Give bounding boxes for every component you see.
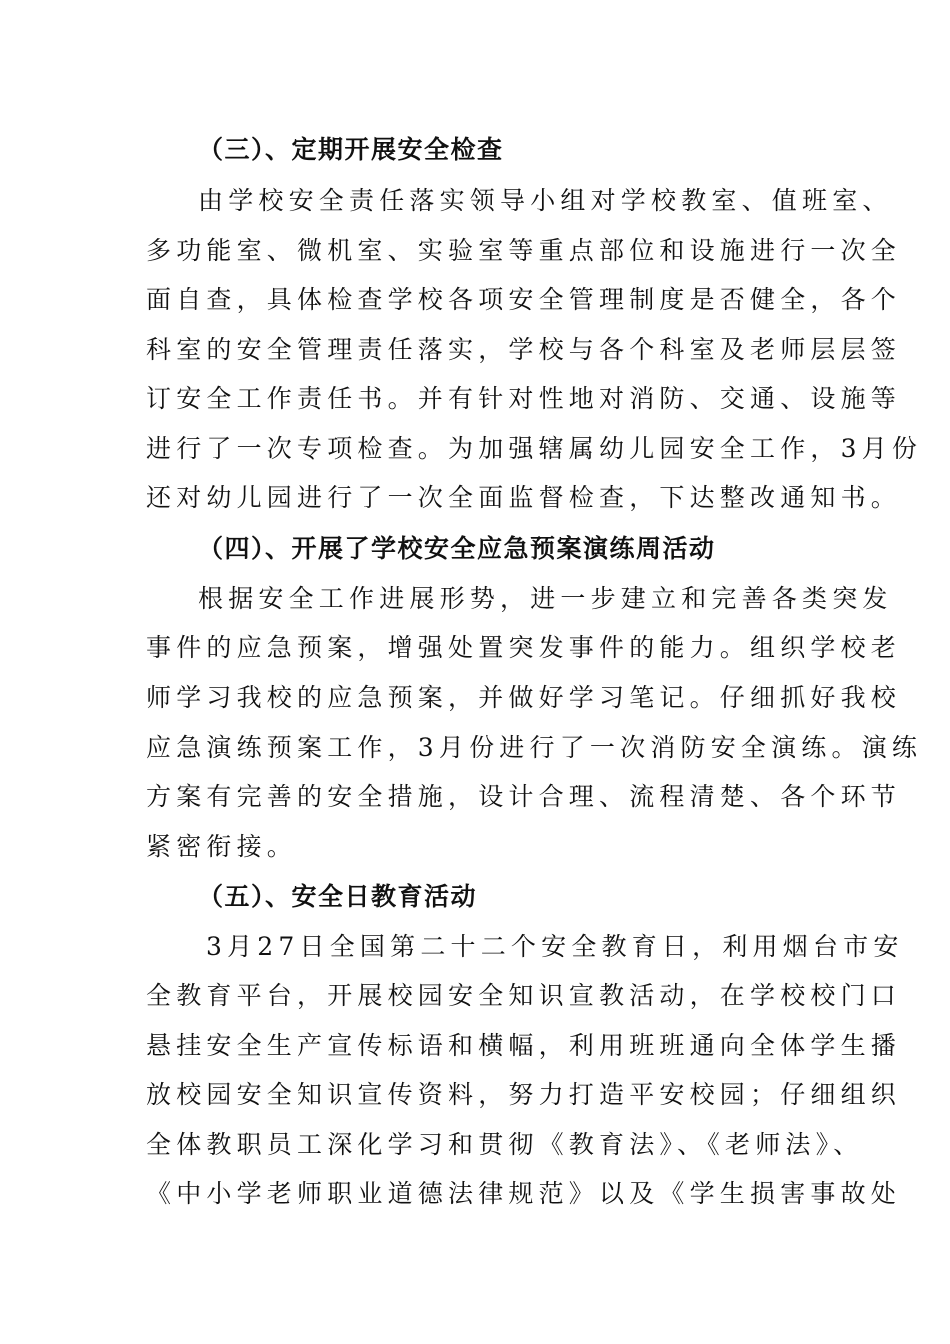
paragraph-line: 还对幼儿园进行了一次全面监督检查，下达整改通知书。 — [146, 483, 902, 512]
paragraph-line: 由学校安全责任落实领导小组对学校教室、值班室、 — [198, 186, 893, 215]
paragraph-line: 师学习我校的应急预案，并做好学习笔记。仔细抓好我校 — [146, 683, 902, 712]
paragraph-line: 方案有完善的安全措施，设计合理、流程清楚、各个环节 — [146, 782, 902, 811]
paragraph-line: 《中小学老师职业道德法律规范》以及《学生损害事故处 — [146, 1179, 902, 1208]
paragraph-line: 放校园安全知识宣传资料，努力打造平安校园；仔细组织 — [146, 1080, 902, 1109]
paragraph-line: 悬挂安全生产宣传标语和横幅，利用班班通向全体学生播 — [146, 1031, 902, 1060]
paragraph-line: 进行了一次专项检查。为加强辖属幼儿园安全工作，3月份 — [146, 434, 923, 463]
paragraph-line: 事件的应急预案，增强处置突发事件的能力。组织学校老 — [146, 633, 902, 662]
paragraph-line: 紧密衔接。 — [146, 832, 298, 861]
paragraph-line: 科室的安全管理责任落实，学校与各个科室及老师层层签 — [146, 335, 902, 364]
paragraph-line: 应急演练预案工作，3月份进行了一次消防安全演练。演练 — [146, 733, 923, 762]
paragraph-line: 面自查，具体检查学校各项安全管理制度是否健全，各个 — [146, 285, 902, 314]
paragraph-line: 全体教职员工深化学习和贯彻《教育法》、《老师法》、 — [146, 1130, 864, 1159]
paragraph-line: 多功能室、微机室、实验室等重点部位和设施进行一次全 — [146, 236, 902, 265]
section-heading: （四）、开展了学校安全应急预案演练周活动 — [198, 534, 716, 563]
section-heading: （三）、定期开展安全检查 — [198, 135, 504, 164]
paragraph-line: 全教育平台，开展校园安全知识宣教活动，在学校校门口 — [146, 981, 902, 1010]
paragraph-line: 3月27日全国第二十二个安全教育日，利用烟台市安 — [206, 932, 904, 961]
paragraph-line: 订安全工作责任书。并有针对性地对消防、交通、设施等 — [146, 384, 902, 413]
paragraph-line: 根据安全工作进展形势，进一步建立和完善各类突发 — [198, 584, 893, 613]
section-heading: （五）、安全日教育活动 — [198, 882, 478, 911]
